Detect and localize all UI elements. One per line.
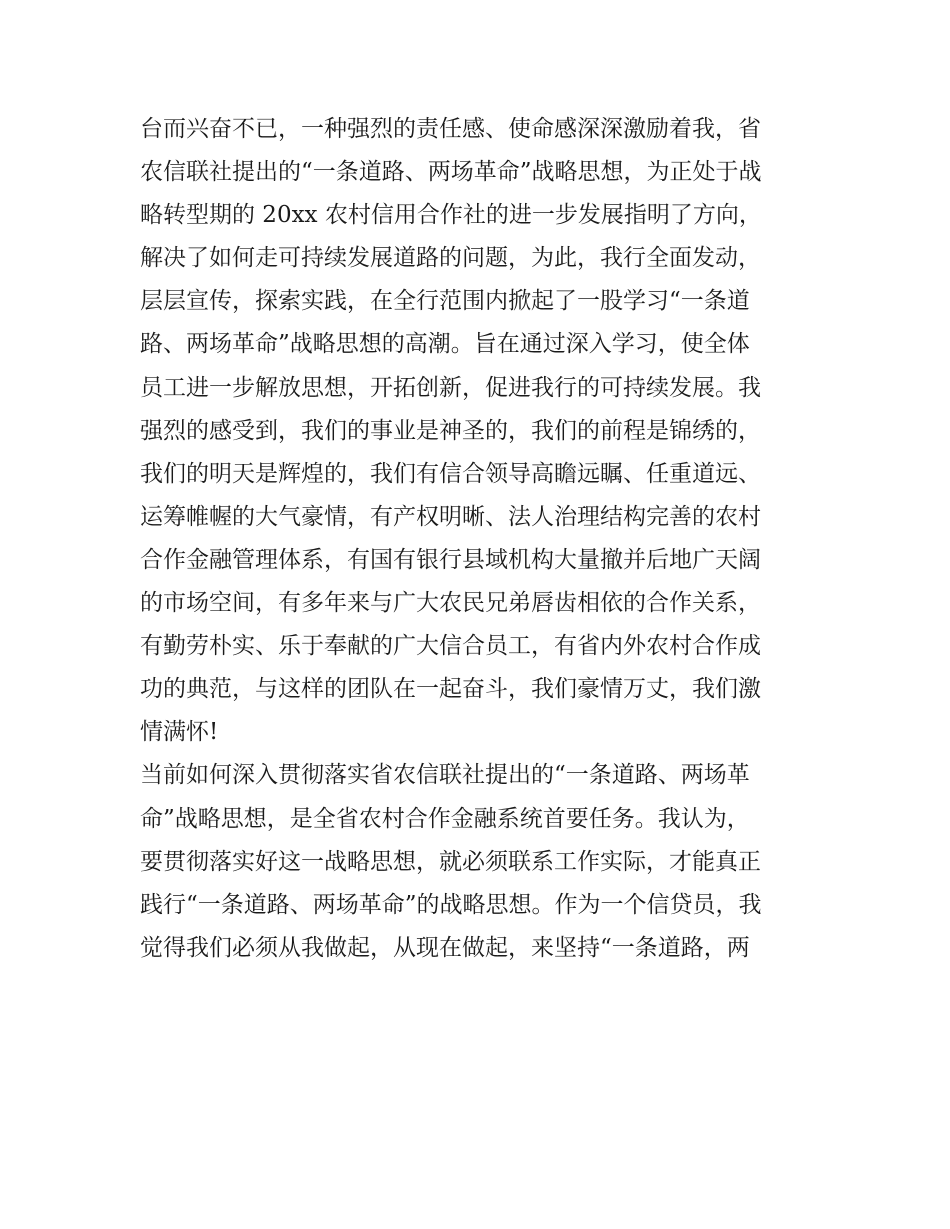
text-line: 员工进一步解放思想，开拓创新，促进我行的可持续发展。我 (140, 374, 761, 401)
text-line: 有勤劳朴实、乐于奉献的广大信合员工，有省内外农村合作成 (140, 633, 761, 660)
text-line: 强烈的感受到，我们的事业是神圣的，我们的前程是锦绣的， (140, 417, 761, 444)
text-line: 合作金融管理体系，有国有银行县域机构大量撤并后地广天阔 (140, 546, 761, 573)
text-line: 践行“一条道路、两场革命”的战略思想。作为一个信贷员，我 (140, 891, 762, 918)
text-line: 情满怀! (140, 719, 219, 746)
text-line: 要贯彻落实好这一战略思想，就必须联系工作实际，才能真正 (140, 848, 761, 875)
text-line: 我们的明天是辉煌的，我们有信合领导高瞻远瞩、任重道远、 (140, 460, 761, 487)
text-line: 命”战略思想，是全省农村合作金融系统首要任务。我认为， (140, 805, 750, 832)
text-line: 路、两场革命”战略思想的高潮。旨在通过深入学习，使全体 (140, 331, 750, 358)
body-text (140, 108, 830, 970)
text-line: 解决了如何走可持续发展道路的问题，为此，我行全面发动， (140, 245, 761, 272)
text-line: 当前如何深入贯彻落实省农信联社提出的“一条道路、两场革 (140, 762, 750, 789)
text-line: 略转型期的 20xx 农村信用合作社的进一步发展指明了方向， (140, 202, 762, 229)
text-line: 层层宣传，探索实践，在全行范围内掀起了一股学习“一条道 (140, 288, 750, 315)
text-line: 的市场空间，有多年来与广大农民兄弟唇齿相依的合作关系， (140, 590, 761, 617)
text-line: 功的典范，与这样的团队在一起奋斗，我们豪情万丈，我们激 (140, 676, 761, 703)
text-line: 觉得我们必须从我做起，从现在做起，来坚持“一条道路，两 (140, 934, 750, 961)
text-line: 运筹帷幄的大气豪情，有产权明晰、法人治理结构完善的农村 (140, 503, 761, 530)
text-line: 农信联社提出的“一条道路、两场革命”战略思想，为正处于战 (140, 159, 762, 186)
text-line: 台而兴奋不已，一种强烈的责任感、使命感深深激励着我，省 (140, 116, 761, 142)
